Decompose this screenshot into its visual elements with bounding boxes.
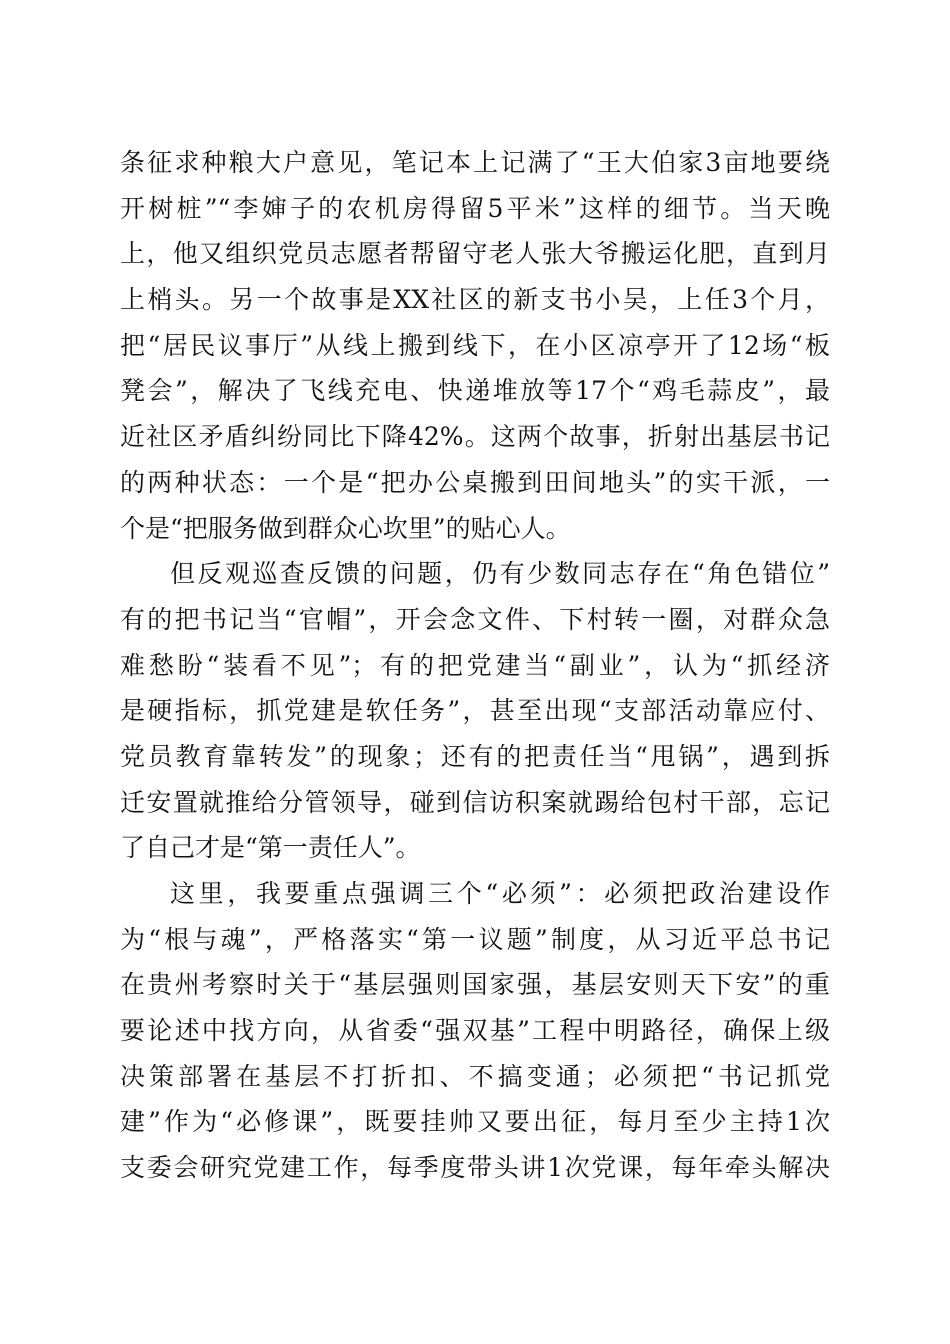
document-page [120, 140, 830, 1191]
text-line: 凳会”，解决了飞线充电、快递堆放等17个“鸡毛蒜皮”，最 [120, 376, 830, 406]
paragraph-end-line: 了自己才是“第一责任人”。 [120, 833, 421, 863]
text-line: 开树桩”“李婶子的农机房得留5平米”这样的细节。当天晚 [120, 193, 830, 223]
text-line: 迁安置就推给分管领导，碰到信访积案就踢给包村干部，忘记 [120, 787, 830, 817]
text-line: 支委会研究党建工作，每季度带头讲1次党课，每年牵头解决 [120, 1153, 830, 1183]
text-line: 建”作为“必修课”，既要挂帅又要出征，每月至少主持1次 [120, 1107, 830, 1137]
paragraph-start-line: 但反观巡查反馈的问题，仍有少数同志存在“角色错位” [170, 559, 830, 589]
text-line: 上，他又组织党员志愿者帮留守老人张大爷搬运化肥，直到月 [120, 239, 830, 269]
text-line: 党员教育靠转发”的现象；还有的把责任当“甩锅”，遇到拆 [120, 741, 830, 771]
text-line: 为“根与魂”，严格落实“第一议题”制度，从习近平总书记 [120, 924, 830, 954]
paragraph-end-line: 个是“把服务做到群众心坎里”的贴心人。 [120, 513, 571, 543]
text-line: 要论述中找方向，从省委“强双基”工程中明路径，确保上级 [120, 1016, 830, 1046]
text-line: 近社区矛盾纠纷同比下降42%。这两个故事，折射出基层书记 [120, 422, 830, 452]
text-line: 有的把书记当“官帽”，开会念文件、下村转一圈，对群众急 [120, 604, 830, 634]
text-line: 的两种状态：一个是“把办公桌搬到田间地头”的实干派，一 [120, 467, 830, 497]
text-line: 在贵州考察时关于“基层强则国家强，基层安则天下安”的重 [120, 970, 830, 1000]
paragraph-start-line: 这里，我要重点强调三个“必须”：必须把政治建设作 [170, 879, 830, 908]
text-line: 上梢头。另一个故事是XX社区的新支书小吴，上任3个月， [120, 285, 830, 315]
text-line: 是硬指标，抓党建是软任务”，甚至出现“支部活动靠应付、 [120, 696, 830, 726]
text-line: 条征求种粮大户意见，笔记本上记满了“王大伯家3亩地要绕 [120, 148, 830, 177]
text-line: 把“居民议事厅”从线上搬到线下，在小区凉亭开了12场“板 [120, 330, 830, 360]
text-line: 难愁盼“装看不见”；有的把党建当“副业”，认为“抓经济 [120, 650, 830, 680]
text-line: 决策部署在基层不打折扣、不搞变通；必须把“书记抓党 [120, 1061, 830, 1091]
